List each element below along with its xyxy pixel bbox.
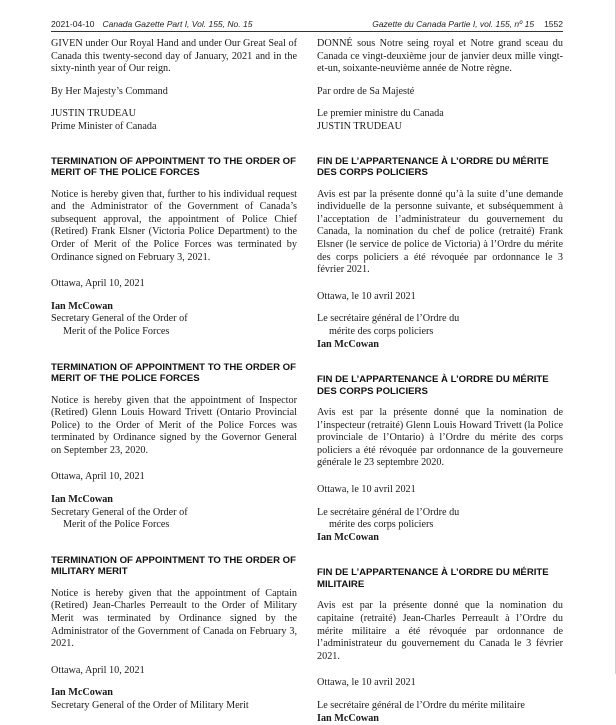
english-column [51, 38, 297, 713]
notice-place-date: Ottawa, le 10 avril 2021 [317, 484, 416, 496]
signer-title: Le secrétaire général de l’Ordre du mérite militaire [317, 700, 525, 711]
notice-place-date: Ottawa, le 10 avril 2021 [317, 290, 416, 302]
command-line: Par ordre de Sa Majesté [317, 85, 415, 97]
french-column [317, 38, 563, 725]
notice-place-date: Ottawa, le 10 avril 2021 [317, 677, 416, 689]
notice-body: Notice is hereby given that the appointment of Captain (Retired) Jean-Charles Perreault to the Order of Military Merit was terminated by Ordinance signed by the Administrator of the Government of Canada on February 3, 2021. [51, 587, 297, 650]
signer-title-cont: mérite des corps policiers [329, 325, 434, 337]
signer-title-cont: Merit of the Police Forces [63, 325, 170, 337]
notice-body: Avis est par la présente donné qu’à la suite d’une demande individuelle de la personne suivante, et subséquemment à l’acceptation de l’administrateur du gouvernement du Canada, la nomination du chef de police (retraité) Frank Elsner (le service de police de Victoria) à l’Ordre du mérite des corps policiers a été révoquée par ordonnance le 3 février 2021. [317, 188, 563, 276]
signer-title: Le secrétaire général de l’Ordre du [317, 506, 460, 518]
notice-heading: TERMINATION OF APPOINTMENT TO THE ORDER OF MERIT OF THE POLICE FORCES [51, 361, 296, 384]
given-statement: GIVEN under Our Royal Hand and under Our Great Seal of Canada this twenty-second day of January, 2021 and in the sixty-ninth year of Our reign. [51, 38, 297, 75]
notice-body: Avis est par la présente donné que la nomination du capitaine (retraité) Jean-Charles Perreault à l’Ordre du mérite militaire a été révoquée par ordonnance de l’administrateur du gouvernement du Canada le 3 février 2021. [317, 600, 563, 662]
signer-name: Ian McCowan [51, 300, 113, 312]
notice-place-date: Ottawa, April 10, 2021 [51, 664, 145, 676]
pm-name: JUSTIN TRUDEAU [51, 108, 136, 120]
header-title-english: Canada Gazette Part I, Vol. 155, No. 15 [102, 19, 253, 29]
notice-heading: FIN DE L’APPARTENANCE À L’ORDRE DU MÉRITE DES CORPS POLICIERS [317, 374, 549, 397]
notice-heading: TERMINATION OF APPOINTMENT TO THE ORDER OF MERIT OF THE POLICE FORCES [51, 155, 296, 179]
pm-title: Le premier ministre du Canada [317, 108, 444, 120]
notice-body: Notice is hereby given that the appointment of Inspector (Retired) Glenn Louis Howard Trivett (Ontario Provincial Police) to the Order of Merit of the Police Forces was terminated by Ordinance signed by the Governor General on September 23, 2020. [51, 394, 297, 456]
notice-heading: FIN DE L’APPARTENANCE À L’ORDRE DU MÉRITE DES CORPS POLICIERS [317, 155, 549, 179]
signer-name: Ian McCowan [317, 338, 379, 350]
notice-heading: TERMINATION OF APPOINTMENT TO THE ORDER OF MILITARY MERIT [51, 554, 296, 578]
pm-title: Prime Minister of Canada [51, 120, 157, 132]
signer-title: Secretary General of the Order of [51, 506, 188, 518]
signer-name: Ian McCowan [51, 687, 113, 699]
signer-title: Secretary General of the Order of Military Merit [51, 700, 249, 711]
signer-name: Ian McCowan [51, 494, 113, 506]
notice-place-date: Ottawa, April 10, 2021 [51, 471, 145, 483]
pm-name: JUSTIN TRUDEAU [317, 120, 402, 132]
signer-name: Ian McCowan [317, 712, 379, 724]
header-title-french: Gazette du Canada Partie I, vol. 155, nº 15 [372, 19, 535, 29]
header-date: 2021-04-10 [51, 19, 95, 29]
signer-title-cont: mérite des corps policiers [329, 519, 434, 531]
notice-body: Notice is hereby given that, further to his individual request and the Administrator of the Government of Canada’s subsequent approval, the appointment of Police Chief (Retired) Frank Elsner (Victoria Police Department) to the Order of Merit of the Police Forces was terminated by Ordinance signed on February 3, 2021. [51, 188, 297, 263]
notice-heading: FIN DE L’APPARTENANCE À L’ORDRE DU MÉRITE MILITAIRE [317, 567, 549, 590]
signer-title-cont: Merit of the Police Forces [63, 519, 170, 531]
signer-title: Le secrétaire général de l’Ordre du [317, 313, 460, 325]
header-right [372, 19, 563, 29]
command-line: By Her Majesty’s Command [51, 85, 168, 97]
signer-name: Ian McCowan [317, 531, 379, 543]
page-header [51, 19, 563, 32]
notice-body: Avis est par la présente donné que la nomination de l’inspecteur (retraité) Glenn Louis Howard Trivett (la Police provinciale de l’Ontario) à l’Ordre du mérite des corps policiers a été révoquée par ordonnance de la gouverneure générale le 23 septembre 2020. [317, 407, 563, 469]
given-statement: DONNÉ sous Notre seing royal et Notre grand sceau du Canada ce vingt-deuxième jour de janvier deux mille vingt-et-un, soixante-neuvième année de Notre règne. [317, 38, 563, 75]
page-number: 1552 [544, 19, 563, 29]
header-left [51, 19, 252, 29]
notice-place-date: Ottawa, April 10, 2021 [51, 278, 145, 290]
signer-title: Secretary General of the Order of [51, 313, 188, 325]
